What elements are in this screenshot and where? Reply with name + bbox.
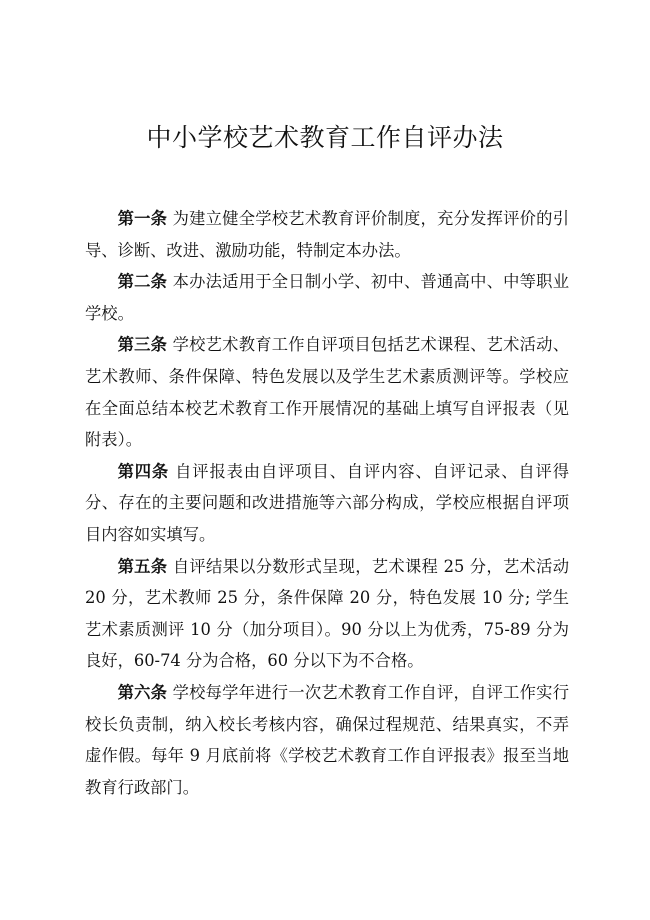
article-3-text: 学校艺术教育工作自评项目包括艺术课程、艺术活动、艺术教师、条件保障、特色发展以及学生艺术素质测评等。学校应在全面总结本校艺术教育工作开展情况的基础上填写自评报表（见附表）。: [85, 335, 569, 450]
article-6: [85, 677, 569, 803]
article-2-text: 本办法适用于全日制小学、初中、普通高中、中等职业学校。: [85, 272, 569, 323]
article-1-label: 第一条: [117, 209, 168, 228]
article-3-label: 第三条: [117, 335, 168, 355]
article-5-text: 自评结果以分数形式呈现，艺术课程 25 分，艺术活动 20 分，艺术教师 25 分，条件保障 20 分，特色发展 10 分; 学生艺术素质测评 10 分（加分项目）。90 分以上为优秀，75-89 分为良好，60-74 分为合格，60 分以下为不合格。: [85, 556, 569, 671]
article-4-label: 第四条: [117, 461, 170, 481]
article-1-text: 为建立健全学校艺术教育评价制度，充分发挥评价的引导、诊断、改进、激励功能，特制定本办法。: [85, 209, 569, 260]
article-5-label: 第五条: [117, 556, 168, 576]
article-4: [85, 456, 569, 551]
page-title: 中小学校艺术教育工作自评办法: [146, 123, 504, 152]
article-6-label: 第六条: [117, 682, 168, 702]
article-2: [85, 266, 569, 329]
article-3: [85, 329, 569, 455]
article-2-label: 第二条: [117, 272, 168, 292]
document-body: [85, 203, 569, 803]
article-4-text: 自评报表由自评项目、自评内容、自评记录、自评得分、存在的主要问题和改进措施等六部分构成，学校应根据自评项目内容如实填写。: [85, 461, 569, 544]
article-6-text: 学校每学年进行一次艺术教育工作自评，自评工作实行校长负责制，纳入校长考核内容，确保过程规范、结果真实，不弄虚作假。每年 9 月底前将《学校艺术教育工作自评报表》报至当地教育行政部门。: [85, 682, 569, 797]
article-5: [85, 551, 569, 677]
article-1: [85, 203, 569, 266]
